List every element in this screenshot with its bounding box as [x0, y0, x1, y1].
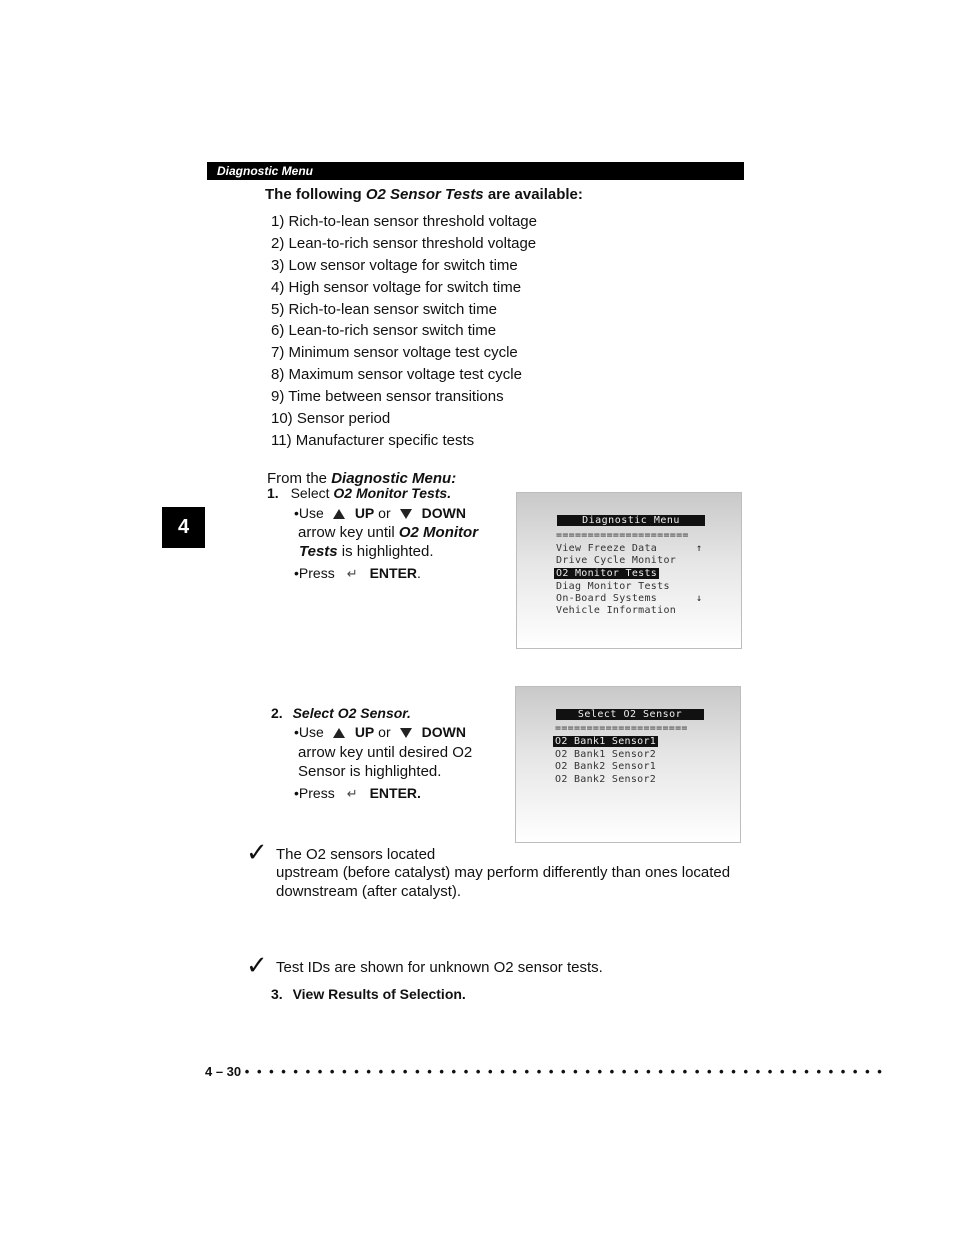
press-label: •Press	[294, 565, 335, 581]
highlighted-item-label: O2 Monitor Tests	[556, 568, 658, 579]
enter-key-label: ENTER	[369, 565, 418, 581]
sensor-item: O2 Bank1 Sensor2	[555, 749, 657, 760]
checkmark-icon: ✓	[246, 838, 268, 868]
screen-title: Select O2 Sensor	[556, 709, 704, 720]
list-item: 8) Maximum sensor voltage test cycle	[271, 366, 522, 384]
step3-text: View Results of Selection.	[292, 986, 466, 1002]
enter-suffix: .	[417, 565, 421, 581]
screen-title: Diagnostic Menu	[557, 515, 705, 526]
highlighted-item-label: O2 Bank1 Sensor1	[555, 736, 657, 747]
list-item: 3) Low sensor voltage for switch time	[271, 256, 518, 274]
from-menu-prefix: From the	[267, 470, 332, 487]
step2-use-line	[294, 723, 466, 742]
step1-heading	[267, 484, 451, 503]
step1-line3	[299, 542, 434, 561]
step2-number: 2.	[271, 705, 283, 721]
intro-prefix: The following	[265, 186, 366, 203]
menu-item: Diag Monitor Tests	[556, 581, 670, 592]
intro-suffix: are available:	[483, 186, 583, 203]
or-label: or	[378, 724, 391, 740]
screen-divider: =====================	[555, 723, 688, 734]
section-header-title: Diagnostic Menu	[217, 164, 314, 178]
step2-line3: Sensor is highlighted.	[298, 763, 442, 780]
page-number: 4 – 30	[205, 1064, 242, 1079]
step1-select-emphasis: O2 Monitor Tests.	[333, 485, 452, 501]
note1-line3: downstream (after catalyst).	[276, 883, 462, 900]
list-item: 9) Time between sensor transitions	[271, 388, 504, 406]
menu-item: View Freeze Data	[556, 543, 658, 554]
step1-use-line	[294, 504, 466, 523]
up-arrow-key-icon	[333, 509, 345, 519]
page-footer	[205, 1064, 884, 1079]
step1-select-prefix: Select	[290, 485, 334, 501]
step2-press-line	[294, 784, 421, 803]
list-item: 2) Lean-to-rich sensor threshold voltage	[271, 234, 537, 252]
note1-line2: upstream (before catalyst) may perform differently than ones located	[276, 864, 731, 881]
menu-item-highlighted	[554, 568, 659, 580]
o2-tests-list	[271, 211, 537, 452]
footer-dot-leader: • • • • • • • • • • • • • • • • • • • • • • • • • • • • • • • • • • • • • • • • • • • • • • • • • • • • •	[244, 1064, 884, 1079]
down-key-label: DOWN	[421, 505, 466, 521]
from-menu-emphasis: Diagnostic Menu:	[331, 470, 457, 487]
step2-line2: arrow key until desired O2	[298, 744, 473, 761]
enter-key-icon: ↵	[346, 566, 358, 581]
step1-line2-prefix: arrow key until	[298, 524, 399, 541]
checkmark-icon: ✓	[246, 951, 268, 981]
sensor-item-highlighted	[553, 736, 658, 748]
up-key-label: UP	[354, 724, 375, 740]
menu-item: Drive Cycle Monitor	[556, 555, 677, 566]
screen-divider: =====================	[556, 530, 689, 541]
list-item: 11) Manufacturer specific tests	[271, 431, 475, 449]
step3-line	[271, 985, 466, 1004]
or-label: or	[378, 505, 391, 521]
scroll-up-arrow-icon: ↑	[696, 543, 703, 554]
menu-item: On-Board Systems	[556, 593, 658, 604]
step1-use-label: •Use	[294, 505, 324, 521]
step1-line2	[298, 523, 478, 542]
list-item: 7) Minimum sensor voltage test cycle	[271, 344, 518, 362]
step1-line3-emphasis: Tests	[299, 543, 338, 560]
step1-number: 1.	[267, 485, 279, 501]
sensor-item: O2 Bank2 Sensor1	[555, 761, 657, 772]
intro-emphasis: O2 Sensor Tests	[365, 186, 484, 203]
list-item: 5) Rich-to-lean sensor switch time	[271, 300, 497, 318]
up-arrow-key-icon	[333, 728, 345, 738]
note2-text: Test IDs are shown for unknown O2 sensor tests.	[276, 959, 603, 976]
scroll-down-arrow-icon: ↓	[696, 593, 703, 604]
enter-key-icon: ↵	[346, 786, 358, 801]
list-item: 1) Rich-to-lean sensor threshold voltage	[271, 213, 537, 230]
scan-tool-screen-diagnostic-menu	[516, 492, 742, 649]
enter-key-label: ENTER.	[369, 785, 421, 801]
tests-intro	[265, 186, 583, 203]
step3-number: 3.	[271, 986, 283, 1002]
scan-tool-screen-select-o2-sensor	[515, 686, 741, 843]
menu-item: Vehicle Information	[556, 605, 677, 616]
step2-heading	[271, 704, 411, 723]
list-item: 6) Lean-to-rich sensor switch time	[271, 322, 497, 340]
up-key-label: UP	[354, 505, 375, 521]
list-item: 4) High sensor voltage for switch time	[271, 278, 522, 296]
step2-title: Select O2 Sensor.	[292, 705, 411, 721]
down-arrow-key-icon	[400, 728, 412, 738]
list-item: 10) Sensor period	[271, 410, 391, 428]
sensor-item: O2 Bank2 Sensor2	[555, 774, 657, 785]
step1-line3-suffix: is highlighted.	[337, 543, 434, 560]
step2-use-label: •Use	[294, 724, 324, 740]
step1-press-line	[294, 564, 421, 583]
down-arrow-key-icon	[400, 509, 412, 519]
down-key-label: DOWN	[421, 724, 466, 740]
note1-line1: The O2 sensors located	[276, 846, 436, 863]
press-label: •Press	[294, 785, 335, 801]
chapter-tab: 4	[162, 507, 205, 548]
step1-line2-emphasis: O2 Monitor	[398, 524, 479, 541]
section-header-bar	[207, 162, 744, 180]
